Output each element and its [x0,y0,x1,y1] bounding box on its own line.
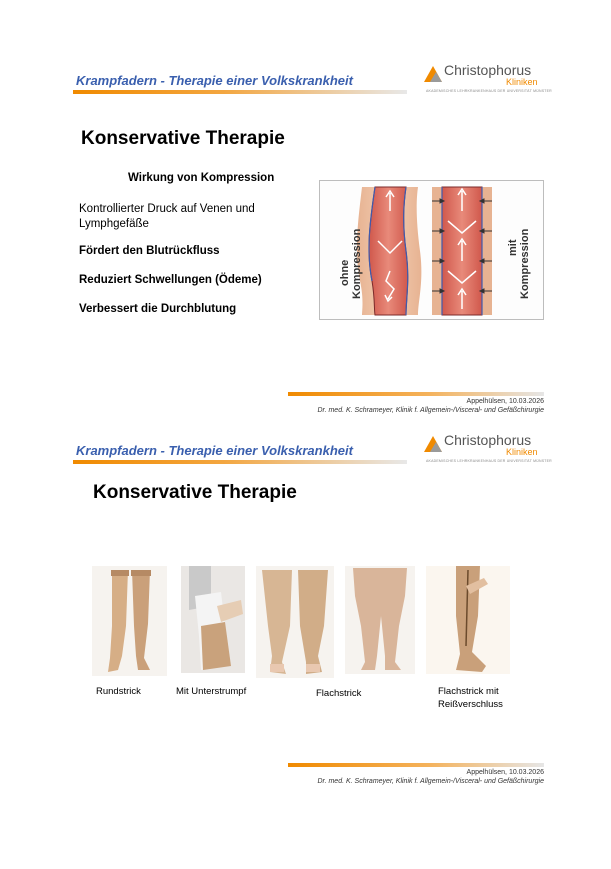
logo-triangle-grey-icon [430,442,442,452]
photo-reissverschluss [426,566,510,674]
slide-subtitle: Wirkung von Kompression [128,172,275,184]
footer-place-date: Appelhülsen, 10.03.2026 [466,398,544,405]
photo-flachstrick-strumpfhose [345,566,415,674]
stocking-rundstrick-icon [92,566,167,676]
footer-rule [288,392,544,396]
photo-flachstrick [256,566,334,678]
logo-kliniken: Kliniken [506,77,538,87]
caption-rundstrick: Rundstrick [96,686,141,697]
clinic-logo [424,62,552,100]
slide-title: Konservative Therapie [93,482,297,503]
label-mit: mit [507,239,519,256]
bullet-pressure: Kontrollierter Druck auf Venen und Lymphgefäße [79,203,255,230]
header-title: Krampfadern - Therapie einer Volkskrankheit [76,443,353,458]
stocking-unterstrumpf-icon [181,566,245,673]
header-rule [73,460,407,464]
header-title: Krampfadern - Therapie einer Volkskrankheit [76,73,353,88]
label-ohne-kompression: Kompression [351,228,363,299]
footer-author: Dr. med. K. Schrameyer, Klinik f. Allgemein-/Visceral- und Gefäßchirurgie [317,407,544,414]
footer-author: Dr. med. K. Schrameyer, Klinik f. Allgemein-/Visceral- und Gefäßchirurgie [317,778,544,785]
compression-diagram [319,180,544,320]
caption-unterstrumpf: Mit Unterstrumpf [176,686,247,697]
stocking-zipper-icon [426,566,510,674]
logo-name: Christophorus [444,432,532,448]
clinic-logo [424,432,552,470]
slide-1 [0,0,611,430]
stocking-tights-icon [345,566,415,674]
bullet-blood-return: Fördert den Blutrückfluss [79,245,220,257]
stocking-flachstrick-icon [256,566,334,678]
photo-unterstrumpf [181,566,245,673]
vein-illustration [320,181,543,319]
caption-reissverschluss-line1: Flachstrick mit [438,686,499,697]
footer-place-date: Appelhülsen, 10.03.2026 [466,769,544,776]
caption-reissverschluss-line2: Reißverschluss [438,699,503,710]
label-mit-kompression: Kompression [519,228,531,299]
label-ohne: ohne [339,259,351,286]
footer-rule [288,763,544,767]
slide-2 [0,430,611,869]
logo-name: Christophorus [444,62,532,78]
header-rule [73,90,407,94]
logo-triangle-grey-icon [430,72,442,82]
logo-subtitle: AKADEMISCHES LEHRKRANKENHAUS DER UNIVERSITÄT MÜNSTER [426,459,552,463]
caption-flachstrick: Flachstrick [316,688,362,699]
logo-subtitle: AKADEMISCHES LEHRKRANKENHAUS DER UNIVERSITÄT MÜNSTER [426,89,552,93]
bullet-swelling: Reduziert Schwellungen (Ödeme) [79,274,262,286]
slide-title: Konservative Therapie [81,128,285,149]
bullet-circulation: Verbessert die Durchblutung [79,303,237,315]
photo-rundstrick [92,566,167,676]
logo-kliniken: Kliniken [506,447,538,457]
